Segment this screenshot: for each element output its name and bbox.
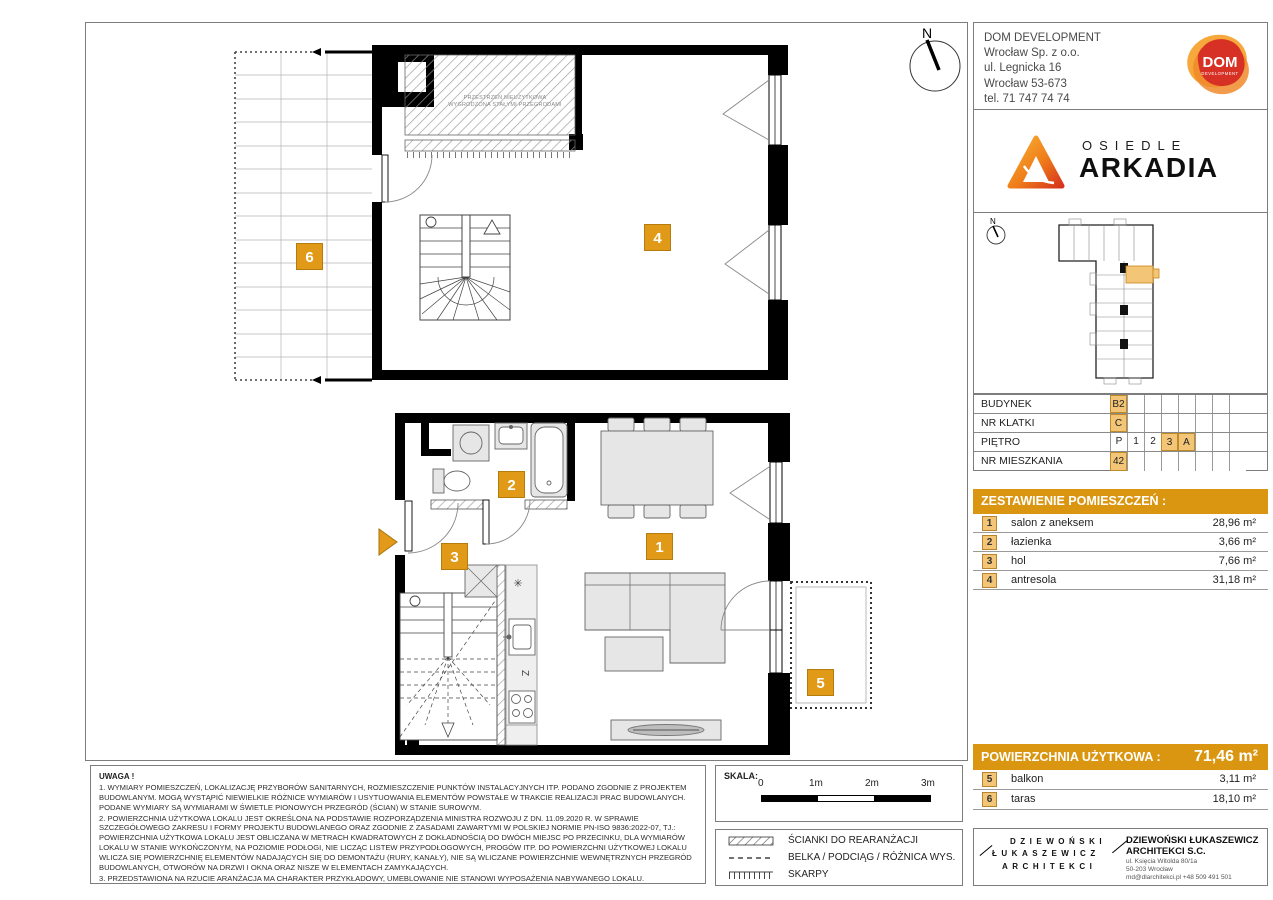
legend-label-beam: BELKA / PODCIĄG / RÓŻNICA WYS. bbox=[788, 852, 956, 863]
keyplan-box bbox=[973, 212, 1268, 394]
company-phone: tel. 71 747 74 74 bbox=[984, 92, 1070, 105]
row-label-pietro: PIĘTRO bbox=[981, 436, 1021, 448]
scale-bar bbox=[761, 795, 931, 802]
room-badge-3: 3 bbox=[441, 543, 468, 570]
area-header: POWIERZCHNIA UŻYTKOWA : 71,46 m² bbox=[973, 744, 1268, 770]
rearrangeable-wall-symbol bbox=[728, 836, 774, 847]
architect-name2: ARCHITEKCI S.C. bbox=[1126, 846, 1206, 858]
terrace-deck bbox=[235, 52, 372, 380]
architect-logo: DZIEWOŃSKI ŁUKASZEWICZ ARCHITEKCI bbox=[992, 836, 1120, 873]
room-badge-2: 2 bbox=[498, 471, 525, 498]
room-badge-1: 1 bbox=[646, 533, 673, 560]
keyplan-unit-highlight bbox=[1126, 266, 1153, 283]
cell: B2 bbox=[1110, 395, 1127, 413]
lower-floor-plan bbox=[85, 405, 968, 761]
company-box bbox=[973, 22, 1268, 110]
upper-staircase bbox=[420, 215, 510, 320]
upper-door-swing bbox=[385, 155, 432, 202]
dining-table bbox=[601, 418, 713, 518]
rearrangeable-wall bbox=[405, 140, 575, 151]
architect-name1: DZIEWOŃSKI ŁUKASZEWICZ bbox=[1126, 835, 1259, 846]
table-row: NR KLATKI C bbox=[974, 414, 1267, 433]
svg-text:DEVELOPMENT: DEVELOPMENT bbox=[1201, 71, 1239, 76]
upper-window-swings bbox=[723, 80, 769, 294]
area-total: 71,46 m² bbox=[1193, 748, 1258, 765]
north-compass bbox=[890, 24, 968, 102]
washing-machine bbox=[453, 425, 489, 461]
rooms-list bbox=[973, 514, 1268, 590]
tv-bench bbox=[611, 720, 721, 740]
dom-development-logo bbox=[1183, 31, 1253, 101]
estate-label-top: OSIEDLE bbox=[1082, 138, 1188, 153]
scale-tick-0: 0 bbox=[758, 778, 764, 789]
row-label-klatka: NR KLATKI bbox=[981, 417, 1035, 429]
room-row: 5 balkon 3,11 m² bbox=[973, 770, 1268, 790]
architect-box bbox=[973, 828, 1268, 886]
entrance-door-leaf bbox=[405, 501, 412, 551]
north-label: N bbox=[922, 25, 933, 41]
balcony-door-swing bbox=[721, 581, 770, 630]
toilet bbox=[433, 469, 470, 493]
svg-text:DOM: DOM bbox=[1202, 54, 1238, 71]
outdoor-list bbox=[973, 770, 1268, 810]
room-row: 4 antresola 31,18 m² bbox=[973, 571, 1268, 590]
fridge bbox=[465, 565, 497, 597]
notes-title: UWAGA ! bbox=[99, 772, 135, 781]
architect-addr1: ul. Księcia Witolda 80/1a bbox=[1126, 857, 1198, 865]
estate-label-main: ARKADIA bbox=[1079, 152, 1219, 183]
scale-tick-2: 2m bbox=[865, 778, 879, 789]
room-badge-4: 4 bbox=[644, 224, 671, 251]
rooms-header: ZESTAWIENIE POMIESZCZEŃ : bbox=[973, 489, 1268, 514]
room-row: 2 łazienka 3,66 m² bbox=[973, 533, 1268, 552]
row-label-mieszkanie: NR MIESZKANIA bbox=[981, 455, 1063, 467]
room-badge-6: 6 bbox=[296, 243, 323, 270]
company-name: DOM DEVELOPMENT bbox=[984, 32, 1101, 44]
beam-symbol bbox=[728, 853, 774, 864]
notes-box bbox=[90, 765, 706, 884]
table-row bbox=[974, 395, 1267, 414]
unit-table bbox=[973, 394, 1268, 471]
estate-box bbox=[973, 109, 1268, 213]
room-badge-5: 5 bbox=[807, 669, 834, 696]
room-row: 3 hol 7,66 m² bbox=[973, 552, 1268, 571]
legend-box bbox=[715, 829, 963, 886]
row-label-budynek: BUDYNEK bbox=[981, 398, 1032, 410]
table-row: PIĘTRO P 1 2 3 A bbox=[974, 433, 1267, 452]
lamp-symbol: ✳ bbox=[513, 578, 523, 590]
architect-addr2: 50-203 Wrocław bbox=[1126, 865, 1173, 873]
note-3: 3. PRZEDSTAWIONA NA RZUCIE ARANŻACJA MA CHARAKTER PRZYKŁADOWY, UMEBLOWANIE NIE STANOWI WYPOSAŻENIA NABYWANEGO LOKALU. bbox=[99, 873, 645, 883]
note-2: 2. POWIERZCHNIA UŻYTKOWA LOKALU JEST OKREŚLONA NA PODSTAWIE ROZPORZĄDZENIA MINISTRA ROZWOJU Z DN. 11.09.2020 R. W SPRAWIE SZCZEGÓŁOWEGO ZAKRESU I FORMY PROJEKTU BUDOWLANEGO ORAZ ZGODNIE Z ZASADAMI ZAWARTYMI W POLSKIEJ NORMIE PN-ISO 9836:2022-07, TJ.: POWIERZCHNIA UŻYTKOWA LOKALU JEST OBLICZANA W METRACH KWADRATOWYCH Z DOKŁADNOŚCIĄ DO DWÓCH MIEJSC PO PRZECINKU, DLA WYMIARÓW LOKALU W STANIE WYKOŃCZONYM, NA POZIOMIE PODŁOGI, NIE LICZĄC LISTEW PRZYPODŁOGOWYCH, PROGÓW ITP. DO POWIERZCHNI UŻYTKOWEJ LOKALU WLICZA SIĘ POWIERZCHNIĘ ELEMENTÓW NADAJĄCYCH SIĘ DO DEMONTAŻU (RURY, KANAŁY), NIE SĄ WLICZANE POWIERZCHNIE WEWNĘTRZNYCH PRZEGRÓD BUDOWLANYCH, OTWORÓW NA DRZWI I OKNA ORAZ NISZE W ELEMENTACH ZAMYKAJĄCYCH. bbox=[99, 813, 692, 872]
company-line4: Wrocław 53-673 bbox=[984, 77, 1067, 90]
scale-label: SKALA: bbox=[724, 771, 758, 781]
bathroom-door-leaf bbox=[483, 500, 489, 544]
coffee-table bbox=[605, 637, 663, 671]
legend-label-slope: SKARPY bbox=[788, 869, 829, 880]
upper-floor-plan bbox=[85, 22, 968, 405]
slope-symbol bbox=[728, 870, 774, 881]
arkadia-logo-mark bbox=[1006, 134, 1066, 192]
upper-door-leaf bbox=[382, 155, 388, 202]
scale-box bbox=[715, 765, 963, 822]
scale-tick-1: 1m bbox=[809, 778, 823, 789]
entrance-arrow bbox=[379, 529, 397, 555]
company-line3: ul. Legnicka 16 bbox=[984, 62, 1062, 75]
hob bbox=[509, 691, 535, 723]
kitchen-partition-hatch bbox=[497, 565, 505, 745]
kitchen-z-label: Z bbox=[519, 669, 530, 677]
bathroom-sink bbox=[495, 423, 527, 449]
lower-staircase bbox=[400, 593, 497, 740]
table-row: NR MIESZKANIA 42 bbox=[974, 452, 1267, 471]
note-1: 1. WYMIARY POMIESZCZEŃ, LOKALIZACJĘ PRZYBORÓW SANITARNYCH, ROZMIESZCZENIE PUNKTÓW INSTALACYJNYCH ITP. PODANO ZGODNIE Z PROJEKTEM BUDOWLANYM. MOGĄ WYSTĄPIĆ NIEWIELKIE RÓŻNICE WYMIARÓW I USYTUOWANIA ELEMENTÓW POWSTAŁE W TRAKCIE REALIZACJI PRAC BUDOWLANYCH. PODANE WYMIARY SĄ WYMIARAMI W ŚWIETLE PIONOWYCH PRZEGRÓD (ŚCIAN) W STANIE SUROWYM. bbox=[99, 783, 687, 812]
scale-tick-3: 3m bbox=[921, 778, 935, 789]
keyplan bbox=[974, 213, 1267, 393]
keyplan-north-label: N bbox=[990, 217, 996, 226]
company-line2: Wrocław Sp. z o.o. bbox=[984, 47, 1080, 60]
architect-contact: md@dlarchitekci.pl +48 509 491 501 bbox=[1126, 874, 1232, 882]
bathroom-door-swing bbox=[486, 500, 530, 544]
room-row: 6 taras 18,10 m² bbox=[973, 790, 1268, 810]
window-swing bbox=[730, 467, 769, 519]
bathtub bbox=[531, 423, 567, 497]
unused-space-note: PRZESTRZEŃ NIEUŻYTKOWA WYGRODZONA STAŁYMI PRZEGRODAMI bbox=[448, 95, 562, 109]
legend-label-walls: ŚCIANKI DO REARANŻACJI bbox=[788, 835, 919, 846]
room-row: 1 salon z aneksem 28,96 m² bbox=[973, 514, 1268, 533]
